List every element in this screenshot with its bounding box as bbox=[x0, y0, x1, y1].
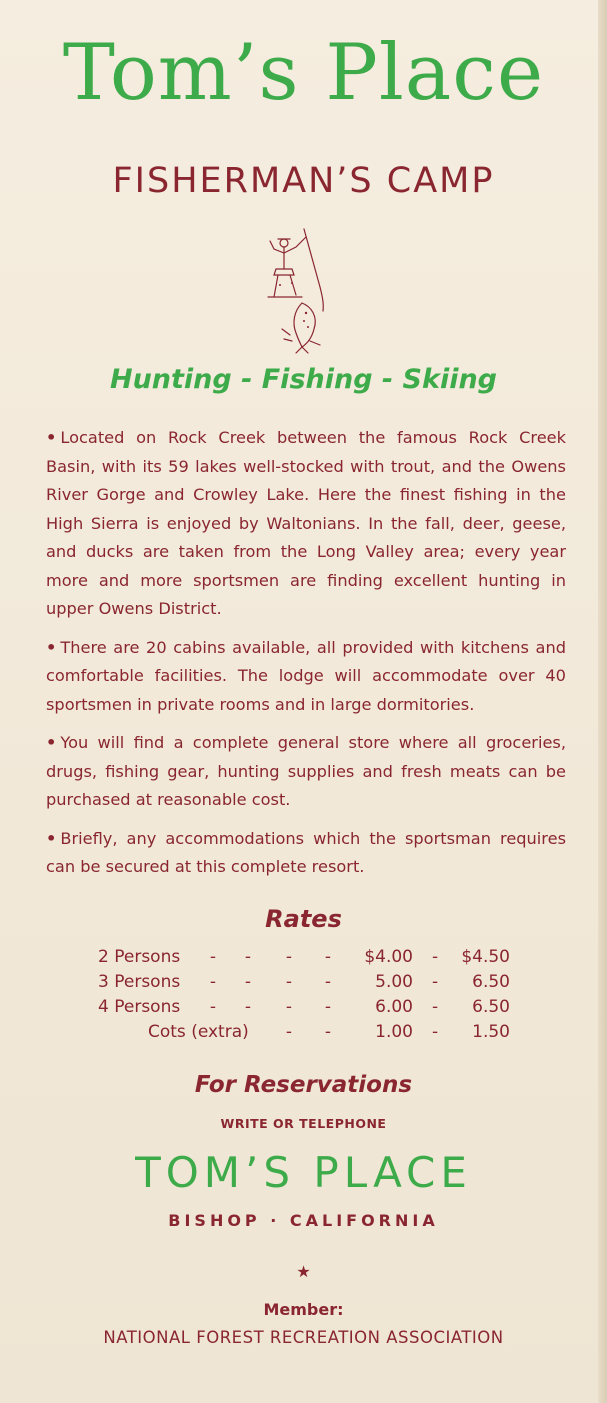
paragraph-accommodations bbox=[46, 825, 566, 882]
paragraph-cabins bbox=[46, 634, 566, 720]
rate-dash: - bbox=[285, 1022, 293, 1042]
rate-low: 5.00 bbox=[375, 972, 413, 992]
reservations-subtitle: WRITE OR TELEPHONE bbox=[220, 1116, 387, 1131]
rate-low: 6.00 bbox=[375, 997, 413, 1017]
tagline: Hunting - Fishing - Skiing bbox=[109, 364, 498, 395]
rates-title: Rates bbox=[265, 905, 342, 933]
paragraph-text: There are 20 cabins available, all provided with kitchens and comfortable facilities. The lodge will accommodate over 40 sportsmen in private rooms and in large dormitories. bbox=[46, 637, 566, 714]
rate-row bbox=[0, 970, 607, 995]
rate-dash: - bbox=[432, 1022, 439, 1042]
page-title: Tom’s Place bbox=[62, 28, 545, 118]
rate-dash: - bbox=[209, 997, 217, 1017]
rate-label: 4 Persons bbox=[98, 997, 181, 1017]
bullet-icon: • bbox=[46, 637, 57, 657]
rate-label: 3 Persons bbox=[98, 972, 181, 992]
business-location: BISHOP · CALIFORNIA bbox=[168, 1211, 439, 1230]
rate-high: 6.50 bbox=[472, 972, 510, 992]
paragraph-store bbox=[46, 729, 566, 815]
rate-label: Cots (extra) bbox=[148, 1022, 249, 1042]
rate-dash: - bbox=[244, 972, 252, 992]
rate-dash: - bbox=[324, 997, 332, 1017]
rate-dash: - bbox=[209, 972, 217, 992]
star-icon: ★ bbox=[296, 1262, 311, 1281]
rate-dash: - bbox=[285, 972, 293, 992]
paragraph-text: Briefly, any accommodations which the sportsman requires can be secured at this complete resort. bbox=[46, 828, 566, 876]
page-subtitle: FISHERMAN’S CAMP bbox=[112, 161, 495, 201]
rate-high: $4.50 bbox=[461, 947, 510, 967]
rate-row bbox=[0, 945, 607, 970]
rate-dash: - bbox=[244, 947, 252, 967]
rate-high: 6.50 bbox=[472, 997, 510, 1017]
bullet-icon: • bbox=[46, 828, 57, 848]
rate-low: $4.00 bbox=[364, 947, 413, 967]
business-name: TOM’S PLACE bbox=[135, 1148, 472, 1197]
bullet-icon: • bbox=[46, 428, 57, 447]
rate-dash: - bbox=[432, 947, 439, 967]
bullet-icon: • bbox=[46, 733, 57, 752]
rate-high: 1.50 bbox=[472, 1022, 510, 1042]
rate-dash: - bbox=[285, 997, 293, 1017]
rate-dash: - bbox=[324, 947, 332, 967]
rate-dash: - bbox=[432, 972, 439, 992]
rate-dash: - bbox=[324, 1022, 332, 1042]
association-name: NATIONAL FOREST RECREATION ASSOCIATION bbox=[103, 1328, 504, 1347]
paragraph-location bbox=[46, 424, 566, 624]
paragraph-text: You will find a complete general store where all groceries, drugs, fishing gear, hunting supplies and fresh meats can be purchased at reasonable cost. bbox=[46, 733, 566, 809]
paragraph-text: Located on Rock Creek between the famous Rock Creek Basin, with its 59 lakes well-stocked with trout, and the Owens River Gorge and Crowley Lake. Here the finest fishing in the High Sierra is enjoyed by Waltonians. In the fall, deer, geese, and ducks are taken from the Long Valley area; every year more and more sportsmen are finding excellent hunting in upper Owens District. bbox=[46, 428, 566, 618]
rates-table bbox=[0, 945, 607, 1045]
rate-label: 2 Persons bbox=[98, 947, 181, 967]
rate-dash: - bbox=[432, 997, 439, 1017]
rate-dash: - bbox=[285, 947, 293, 967]
member-label: Member: bbox=[263, 1300, 344, 1319]
reservations-title: For Reservations bbox=[194, 1072, 413, 1098]
rate-low: 1.00 bbox=[375, 1022, 413, 1042]
rate-dash: - bbox=[244, 997, 252, 1017]
rate-row bbox=[0, 1020, 607, 1045]
rate-row bbox=[0, 995, 607, 1020]
fisherman-with-trout-icon bbox=[262, 225, 332, 355]
rate-dash: - bbox=[209, 947, 217, 967]
rate-dash: - bbox=[324, 972, 332, 992]
description-section bbox=[46, 424, 566, 892]
